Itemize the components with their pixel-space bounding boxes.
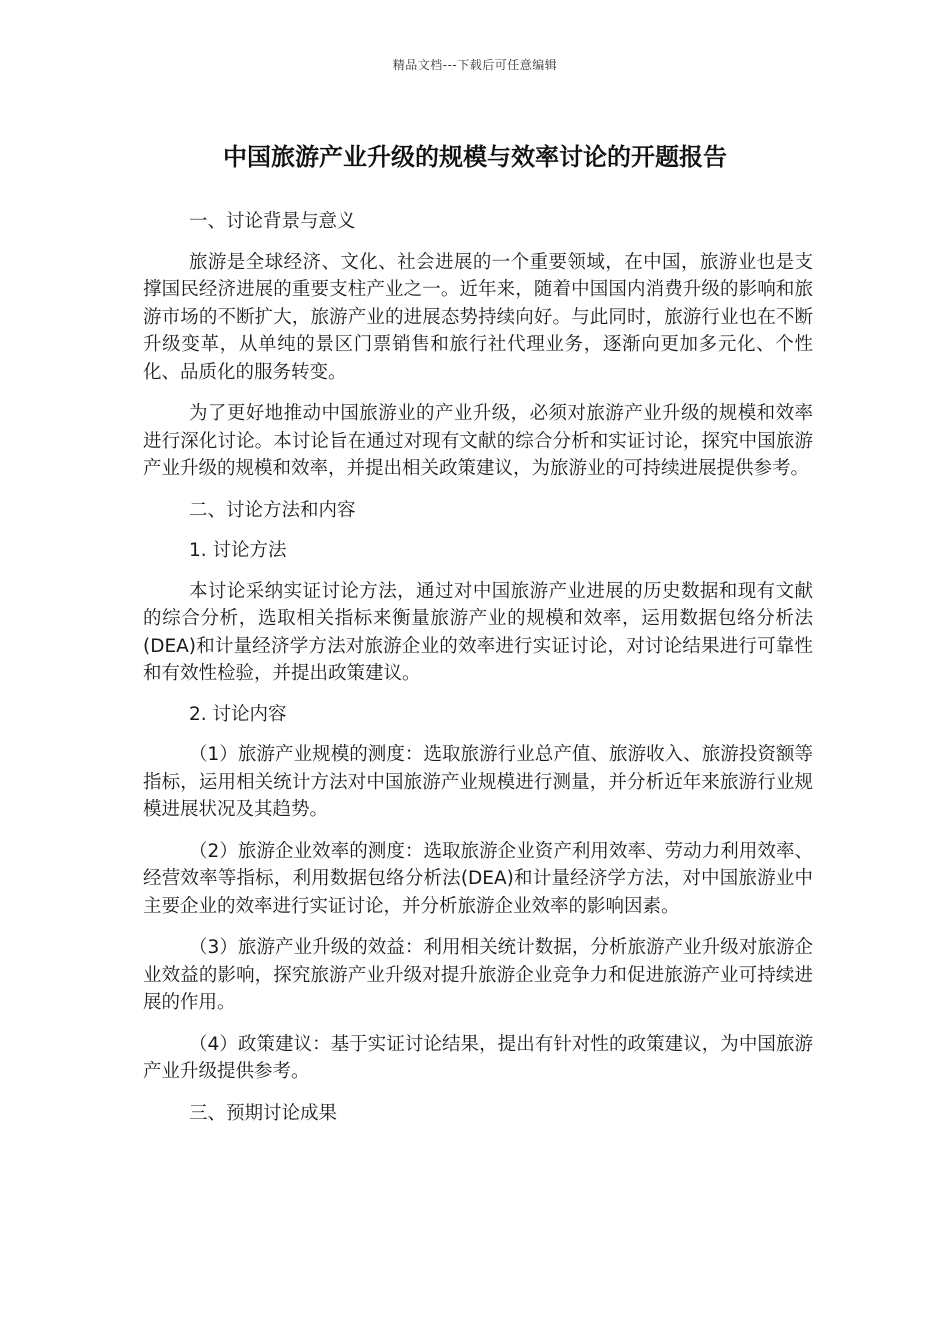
content-item-2: （2）旅游企业效率的测度：选取旅游企业资产利用效率、劳动力利用效率、经营效率等指标，利用数据包络分析法(DEA)和计量经济学方法，对中国旅游业中主要企业的效率进行实证讨论，并分析旅游企业效率的影响因素。 (143, 840, 813, 917)
document-title: 中国旅游产业升级的规模与效率讨论的开题报告 (223, 143, 727, 171)
section-heading-outcomes: 三、预期讨论成果 (189, 1102, 338, 1124)
header-note: 精品文档---下载后可任意编辑 (392, 58, 558, 72)
paragraph-background-1: 旅游是全球经济、文化、社会进展的一个重要领域，在中国，旅游业也是支撑国民经济进展的重要支柱产业之一。近年来，随着中国国内消费升级的影响和旅游市场的不断扩大，旅游产业的进展态势持续向好。与此同时，旅游行业也在不断升级变革，从单纯的景区门票销售和旅行社代理业务，逐渐向更加多元化、个性化、品质化的服务转变。 (143, 251, 813, 383)
section-heading-background: 一、讨论背景与意义 (189, 211, 356, 232)
section-heading-methods: 二、讨论方法和内容 (189, 499, 356, 521)
subsection-heading-method: 1. 讨论方法 (189, 540, 287, 561)
content-item-1: （1）旅游产业规模的测度：选取旅游行业总产值、旅游收入、旅游投资额等指标，运用相关统计方法对中国旅游产业规模进行测量，并分析近年来旅游行业规模进展状况及其趋势。 (143, 744, 813, 820)
subsection-heading-content: 2. 讨论内容 (189, 703, 287, 725)
content-item-4: （4）政策建议：基于实证讨论结果，提出有针对性的政策建议，为中国旅游产业升级提供参考。 (143, 1033, 813, 1082)
paragraph-background-2: 为了更好地推动中国旅游业的产业升级，必须对旅游产业升级的规模和效率进行深化讨论。本讨论旨在通过对现有文献的综合分析和实证讨论，探究中国旅游产业升级的规模和效率，并提出相关政策建议，为旅游业的可持续进展提供参考。 (143, 403, 813, 479)
paragraph-method: 本讨论采纳实证讨论方法，通过对中国旅游产业进展的历史数据和现有文献的综合分析，选取相关指标来衡量旅游产业的规模和效率，运用数据包络分析法(DEA)和计量经济学方法对旅游企业的效率进行实证讨论，对讨论结果进行可靠性和有效性检验，并提出政策建议。 (143, 580, 813, 684)
content-item-3: （3）旅游产业升级的效益：利用相关统计数据，分析旅游产业升级对旅游企业效益的影响，探究旅游产业升级对提升旅游企业竞争力和促进旅游产业可持续进展的作用。 (143, 937, 813, 1013)
document-body (143, 208, 813, 1127)
